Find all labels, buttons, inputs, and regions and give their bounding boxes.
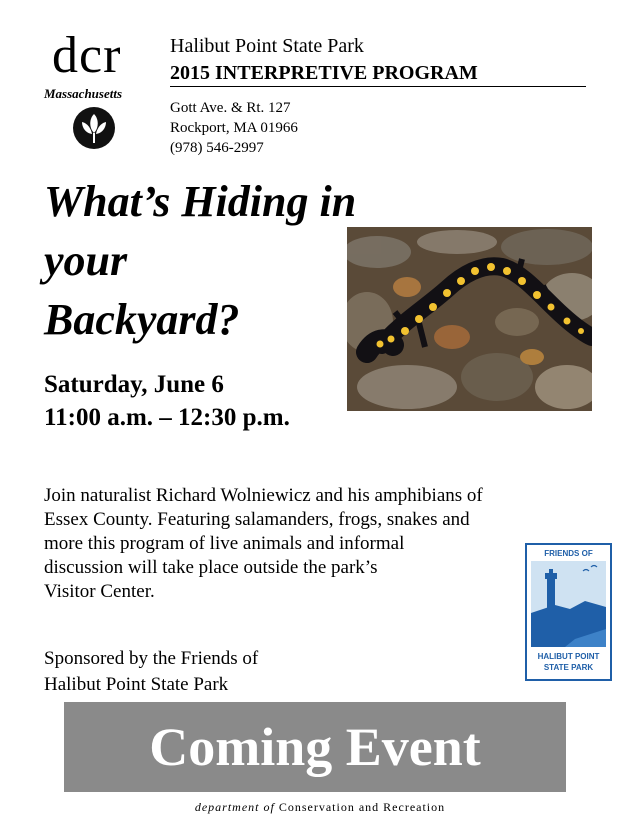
footer [0,800,640,815]
footer-conservation: Conservation and Recreation [278,800,446,814]
description-line: Visitor Center. [44,581,155,602]
park-name: Halibut Point State Park [170,35,364,57]
description-line: Join naturalist Richard Wolniewicz and his amphibians of [44,485,483,506]
friends-logo-bottom1: HALIBUT POINT [537,652,600,661]
description-line: more this program of live animals and informal [44,533,405,554]
sponsor-line: Sponsored by the Friends of [44,648,259,669]
salamander-photo [347,227,592,411]
friends-logo-bottom2: STATE PARK [543,663,594,672]
coming-event-banner [64,702,566,792]
description-line: discussion will take place outside the park’s [44,557,378,578]
sponsor-text [44,646,258,698]
footer-department: department [194,800,260,814]
header-rule [170,86,586,87]
footer-of: of [263,800,275,814]
event-title-line: Backyard? [44,295,240,344]
address-street: Gott Ave. & Rt. 127 [170,100,291,116]
dcr-logo-text: dcr [52,27,122,84]
address-block [170,98,298,158]
event-title-line: What’s Hiding in [44,177,357,226]
event-time: 11:00 a.m. – 12:30 p.m. [44,404,290,431]
phone-number: (978) 546-2997 [170,140,264,156]
banner-text: Coming Event [149,717,481,777]
description-line: Essex County. Featuring salamanders, frogs, snakes and [44,509,470,530]
event-title-line: your [44,236,128,285]
friends-logo-top: FRIENDS OF [544,549,593,558]
event-date-block [44,368,290,434]
address-city: Rockport, MA 01966 [170,120,298,136]
dcr-logo-state: Massachusetts [44,86,123,101]
program-title: 2015 INTERPRETIVE PROGRAM [170,62,478,84]
friends-logo [525,543,612,681]
leaf-icon [72,106,116,150]
event-date: Saturday, June 6 [44,371,224,398]
sponsor-line: Halibut Point State Park [44,674,229,695]
event-description [44,484,592,604]
